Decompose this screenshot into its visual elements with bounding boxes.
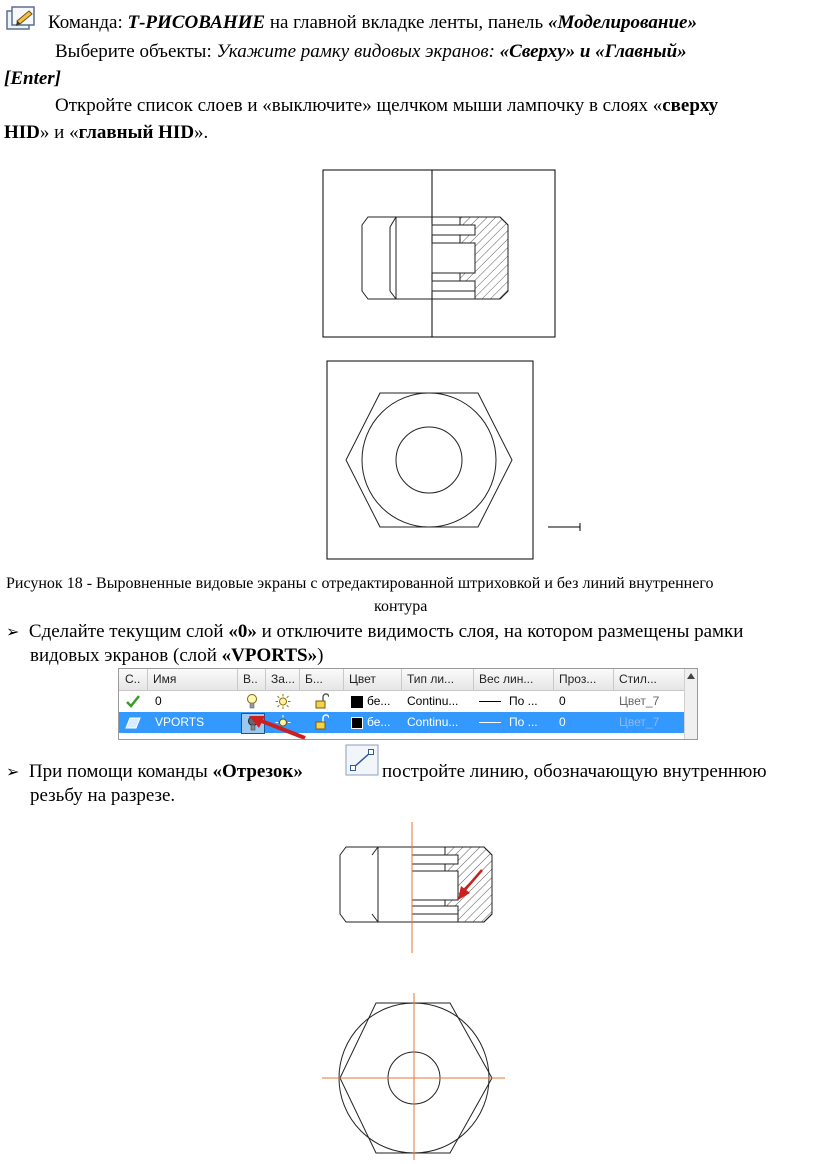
layer-row-partial[interactable] xyxy=(119,733,685,740)
layer-hid: HID xyxy=(4,122,40,143)
lightbulb-on-icon[interactable] xyxy=(246,693,258,710)
layer-table-header xyxy=(119,669,685,691)
paragraph-select-objects xyxy=(55,40,687,63)
line-command-icon xyxy=(345,744,379,776)
layers-end: ». xyxy=(194,122,209,143)
col-color[interactable]: Цвет xyxy=(349,672,376,686)
col-freeze[interactable]: За... xyxy=(271,672,295,686)
select-prompt: Укажите рамку видовых экранов: xyxy=(216,41,500,62)
lineweight-sample xyxy=(479,722,501,723)
layer-color[interactable]: бе... xyxy=(367,715,391,729)
command-name: Т-РИСОВАНИЕ xyxy=(127,12,266,33)
unlock-icon[interactable] xyxy=(315,693,329,710)
unlock-icon[interactable] xyxy=(315,714,329,731)
front-viewport-frame xyxy=(323,170,555,337)
bullet1-prefix: Сделайте текущим слой xyxy=(28,621,229,642)
layer-transparency[interactable]: 0 xyxy=(559,715,566,729)
bullet1-suffix: и отключите видимость слоя, на котором размещены рамки xyxy=(256,621,744,642)
line-command: «Отрезок» xyxy=(212,761,303,782)
layer-row-vports[interactable] xyxy=(119,712,685,733)
command-prefix: Команда: xyxy=(48,12,128,33)
layer-lineweight[interactable]: По ... xyxy=(509,694,538,708)
layer-plotstyle[interactable]: Цвет_7 xyxy=(619,715,660,729)
layer-manager-table xyxy=(118,668,698,740)
bullet-2-line2: резьбу на разрезе. xyxy=(30,785,176,806)
layers-mid: » и « xyxy=(39,122,79,143)
col-transparency[interactable]: Проз... xyxy=(559,672,597,686)
layer-linetype[interactable]: Continu... xyxy=(407,715,459,729)
bullet1-line2-suffix: ) xyxy=(317,645,324,666)
col-name[interactable]: Имя xyxy=(153,672,177,686)
figure-18-caption-line1: Рисунок 18 - Выровненные видовые экраны с отредактированной штриховкой и без линий внутреннего xyxy=(6,575,714,592)
color-swatch[interactable] xyxy=(351,696,363,708)
col-lock[interactable]: Б... xyxy=(305,672,323,686)
layer-name: 0 xyxy=(155,694,162,708)
select-views: «Сверху» и «Главный» xyxy=(499,41,687,62)
bullet2-suffix: постройте линию, обозначающую внутреннюю xyxy=(382,761,767,782)
bullet-1-line2 xyxy=(30,644,323,667)
bullet-arrow-icon: ➢ xyxy=(6,622,20,641)
layer-vports: «VPORTS» xyxy=(221,645,318,666)
col-lineweight[interactable]: Вес лин... xyxy=(479,672,534,686)
nut-top-view xyxy=(346,393,512,527)
layer-linetype[interactable]: Continu... xyxy=(407,694,459,708)
figure-bottom-drawing xyxy=(320,820,520,1160)
sun-thaw-icon[interactable] xyxy=(274,693,292,710)
layer-main-hid: главный HID xyxy=(78,122,195,143)
layer-top-word: сверху xyxy=(662,95,719,116)
figure-18-drawing xyxy=(310,165,600,565)
layer-parallelogram-icon xyxy=(125,717,141,729)
bullet-arrow-icon: ➢ xyxy=(6,762,20,781)
scroll-up-icon[interactable] xyxy=(687,673,695,679)
col-visible[interactable]: В.. xyxy=(243,672,258,686)
col-plotstyle[interactable]: Стил... xyxy=(619,672,657,686)
red-pointer-arrow xyxy=(237,714,307,739)
layer-color[interactable]: бе... xyxy=(367,694,391,708)
layer-lineweight[interactable]: По ... xyxy=(509,715,538,729)
paragraph-layers-line1 xyxy=(55,94,718,117)
layer-transparency[interactable]: 0 xyxy=(559,694,566,708)
nut-section-view xyxy=(362,217,508,299)
layer-plotstyle[interactable]: Цвет_7 xyxy=(619,694,660,708)
command-middle: на главной вкладке ленты, панель xyxy=(265,12,548,33)
ucs-marker xyxy=(548,523,580,531)
col-status[interactable]: С.. xyxy=(125,672,141,686)
layer-zero: «0» xyxy=(228,621,257,642)
panel-name: «Моделирование» xyxy=(547,12,697,33)
current-layer-check-icon xyxy=(125,694,141,708)
figure-18-caption-line2: контура xyxy=(374,598,428,615)
layer-row-0[interactable] xyxy=(119,691,685,712)
paragraph-layers-line2 xyxy=(4,121,208,144)
lineweight-sample xyxy=(479,701,501,702)
layer-table-scrollbar[interactable] xyxy=(684,669,697,739)
command-icon xyxy=(5,5,37,33)
bullet1-line2-prefix: видовых экранов (слой xyxy=(30,645,222,666)
layer-name: VPORTS xyxy=(155,715,205,729)
bullet2-prefix: При помощи команды xyxy=(28,761,213,782)
bullet-2-line1 xyxy=(6,760,303,783)
bullet-1-line1 xyxy=(6,620,743,643)
color-swatch[interactable] xyxy=(351,717,363,729)
top-viewport-frame xyxy=(327,361,533,559)
enter-key: [Enter] xyxy=(4,68,61,89)
col-linetype[interactable]: Тип ли... xyxy=(407,672,455,686)
layers-instruction: Откройте список слоев и «выключите» щелчком мыши лампочку в слоях « xyxy=(55,95,663,116)
paragraph-command xyxy=(48,11,697,34)
select-prefix: Выберите объекты: xyxy=(55,41,217,62)
